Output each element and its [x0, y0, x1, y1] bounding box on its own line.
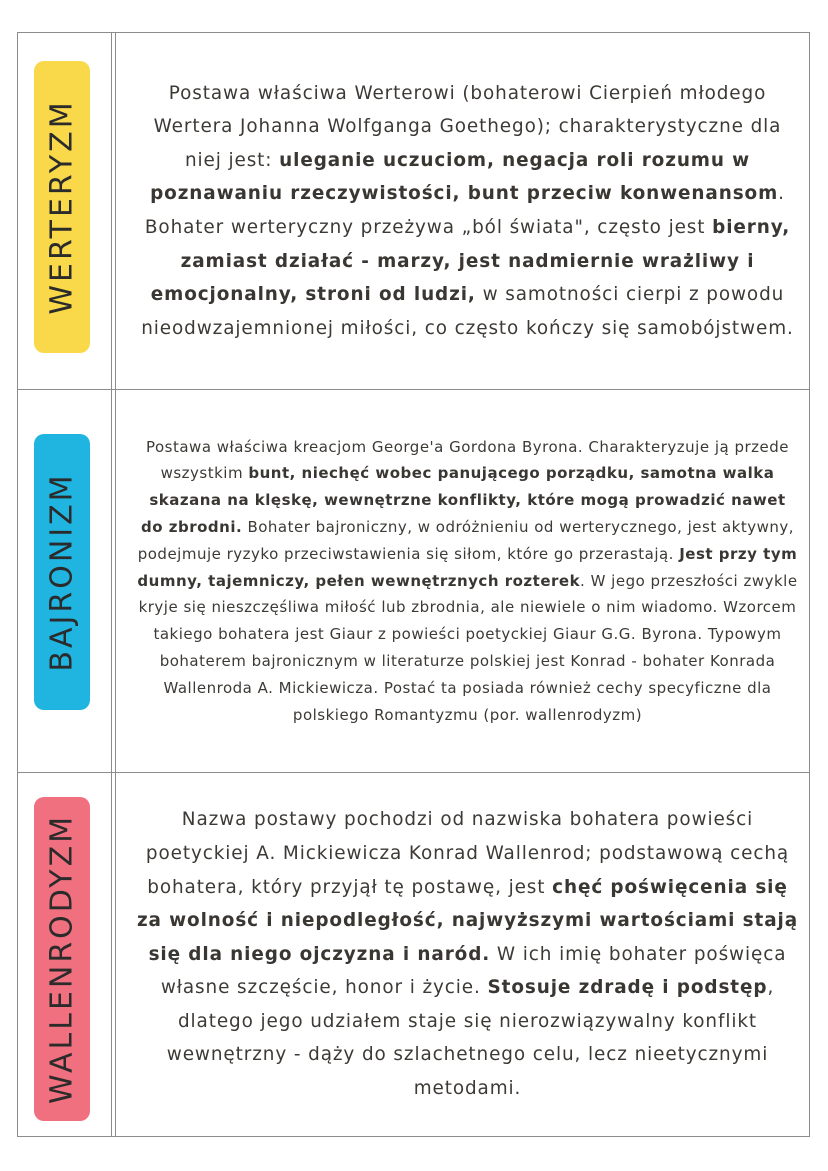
definition-cell: [136, 773, 799, 1136]
definitions-table: [17, 32, 810, 1137]
definition-text: Postawa właściwa kreacjom George'a Gordona Byrona. Charakteryzuje ją przede wszystkim bunt, niechęć wobec panującego porządku, samotna walka skazana na klęskę, wewnętrzne konflikty, które mogą prowadzić nawet do zbrodni. Bohater bajroniczny, w odróżnieniu od werterycznego, jest aktywny, podejmuje ryzyko przeciwstawienia się siłom, które go przerastają. Jest przy tym dumny, tajemniczy, pełen wewnętrznych rozterek. W jego przeszłości zwykle kryje się nieszczęśliwa miłość lub zbrodnia, ale niewiele o nim wiadomo. Wzorcem takiego bohatera jest Giaur z powieści poetyckiej Giaur G.G. Byrona. Typowym bohaterem bajronicznym w literaturze polskiej jest Konrad - bohater Konrada Wallenroda A. Mickiewicza. Postać ta posiada również cechy specyficzne dla polskiego Romantyzmu (por. wallenrodyzm): [137, 437, 798, 724]
definition-text: Nazwa postawy pochodzi od nazwiska bohatera powieści poetyckiej A. Mickiewicza Konrad Wallenrod; podstawową cechą bohatera, który przyjął tę postawę, jest chęć poświęcenia się za wolność i niepodległość, najwyższymi wartościami stają się dla niego ojczyzna i naród. W ich imię bohater poświęca własne szczęście, honor i życie. Stosuje zdradę i podstęp, dlatego jego udziałem staje się nierozwiązywalny konflikt wewnętrzny - dąży do szlachetnego celu, lecz nieetycznymi metodami.: [136, 809, 799, 1100]
label-cell: [18, 390, 116, 772]
table-row-wallenrodyzm: [18, 773, 809, 1136]
definition-text: Postawa właściwa Werterowi (bohaterowi Cierpień młodego Wertera Johanna Wolfganga Goethego); charakterystyczne dla niej jest: uleganie uczuciom, negacja roli rozumu w poznawaniu rzeczywistości, bunt przeciw konwenansom. Bohater werteryczny przeżywa „ból świata", często jest bierny, zamiast działać - marzy, jest nadmiernie wrażliwy i emocjonalny, stroni od ludzi, w samotności cierpi z powodu nieodwzajemnionej miłości, co często kończy się samobójstwem.: [141, 82, 794, 339]
term-label: WERTERYZM: [44, 99, 80, 315]
definition-cell: [136, 33, 799, 389]
term-label: BAJRONIZM: [44, 472, 80, 672]
label-pill: [34, 61, 90, 353]
table-row-werteryzm: [18, 33, 809, 390]
label-pill: [34, 797, 90, 1121]
label-pill: [34, 434, 90, 710]
label-cell: [18, 773, 116, 1136]
term-label: WALLENRODYZM: [44, 813, 80, 1105]
label-cell: [18, 33, 116, 389]
definition-cell: [136, 390, 799, 772]
table-row-bajronizm: [18, 390, 809, 773]
